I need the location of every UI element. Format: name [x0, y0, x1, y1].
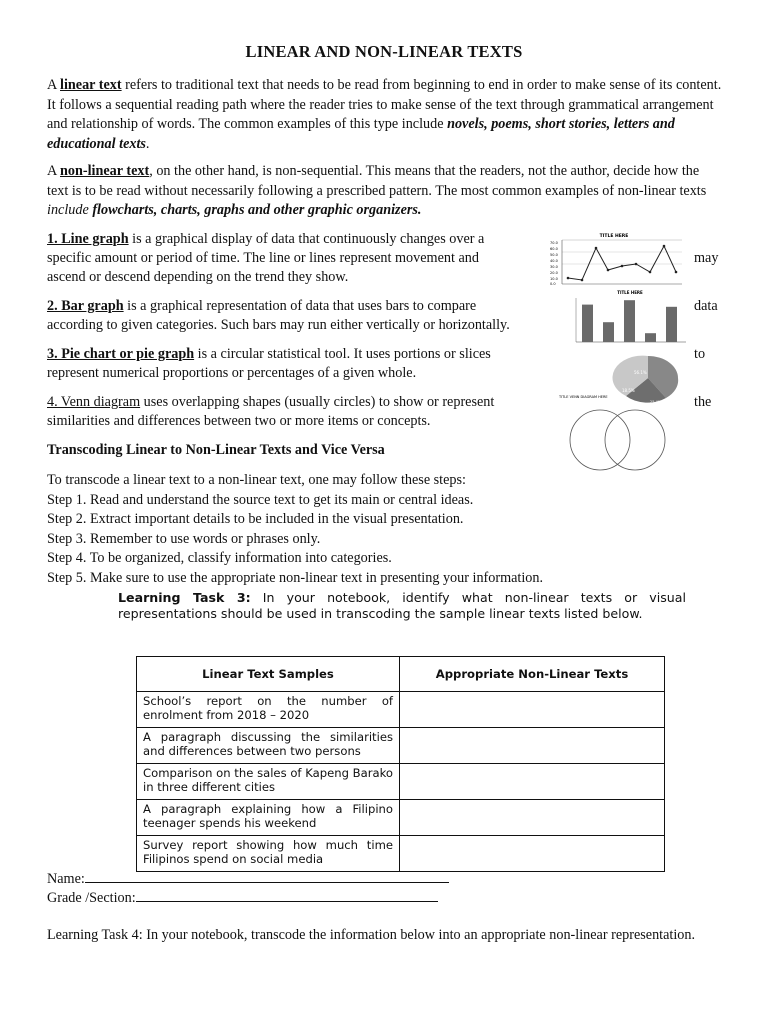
thumb-line-point: [621, 265, 624, 268]
name-label: Name:: [47, 871, 85, 887]
thumb-line-tick: 40.0: [550, 259, 558, 263]
linear-text-paragraph: [47, 76, 723, 154]
grade-label: Grade /Section:: [47, 890, 136, 906]
thumb-bar: [645, 333, 656, 342]
p1-body: refers to traditional text that needs to be read from beginning to end in order to make sense of its content. It follows a sequential reading path where the reader tries to make sense of the text through grammatical arrangement and relationship of words. The common examples of this type include: [47, 77, 722, 132]
thumb-line-tick: 0.0: [550, 282, 556, 286]
thumb-line-point: [649, 271, 652, 274]
step-item: Step 4. To be organized, classify information into categories.: [47, 550, 392, 567]
answer-cell[interactable]: [400, 800, 665, 836]
grade-section-line: [47, 887, 438, 907]
bar-graph-line1: is a graphical representation of data that uses bars to compare: [123, 298, 477, 314]
table-header-row: [137, 657, 665, 692]
thumb-bar: [603, 322, 614, 342]
step-item: Step 3. Remember to use words or phrases only.: [47, 530, 321, 547]
thumb-bar: [666, 307, 677, 342]
step-item: Step 5. Make sure to use the appropriate non-linear text in presenting your information.: [47, 569, 544, 586]
line-graph-line3: ascend or descend depending on the trend they show.: [47, 269, 349, 285]
p1-end: .: [145, 135, 150, 152]
name-line: [47, 868, 449, 888]
thumb-line-point: [567, 277, 570, 280]
venn-diagram-item: [47, 393, 494, 413]
non-linear-text-term: non-linear text: [60, 163, 150, 179]
pie-chart-side-word: to: [694, 346, 706, 362]
learning-task-3: [118, 590, 686, 621]
bar-graph-line2: according to given categories. Such bars may run either vertically or horizontally.: [47, 317, 510, 333]
p1-lead: A: [47, 77, 61, 93]
sample-cell: A paragraph discussing the similarities and differences between two persons: [137, 728, 400, 764]
page-title: LINEAR AND NON-LINEAR TEXTS: [245, 42, 523, 61]
bar-graph-term: 2. Bar graph: [47, 298, 124, 314]
section-heading: Transcoding Linear to Non-Linear Texts and Vice Versa: [47, 442, 385, 458]
thumb-bar-bars: [582, 300, 677, 342]
bar-graph-thumbnail: [568, 288, 690, 346]
pie-label: 18.5%: [622, 388, 635, 393]
venn-diagram-line2: similarities and differences between two or more items or concepts.: [47, 413, 431, 429]
bar-graph-side-word: data: [694, 298, 718, 314]
sample-cell: School’s report on the number of enrolment from 2018 – 2020: [137, 692, 400, 728]
table-row: [137, 836, 665, 872]
thumb-line-point: [607, 269, 610, 272]
thumb-line-tick: 30.0: [550, 265, 558, 269]
thumb-line-point: [663, 245, 666, 248]
steps-list: [47, 471, 543, 589]
bar-graph-item: [47, 297, 476, 317]
thumb-line-series: [568, 246, 676, 280]
thumb-line-tick: 10.0: [550, 277, 558, 281]
answer-cell[interactable]: [400, 764, 665, 800]
linear-text-term: linear text: [60, 77, 122, 93]
answer-cell[interactable]: [400, 836, 665, 872]
answer-cell[interactable]: [400, 728, 665, 764]
thumb-line-tick: 50.0: [550, 253, 558, 257]
thumb-line-tick: 60.0: [550, 247, 558, 251]
sample-cell: Comparison on the sales of Kapeng Barako in three different cities: [137, 764, 400, 800]
sample-cell: Survey report showing how much time Filipinos spend on social media: [137, 836, 400, 872]
name-blank[interactable]: [85, 868, 449, 883]
table-row: [137, 764, 665, 800]
venn-diagram-term: 4. Venn diagram: [47, 394, 141, 410]
venn-side-word: the: [694, 394, 712, 410]
thumb-line-point: [635, 263, 638, 266]
venn-circle-left: [570, 410, 630, 470]
table-row: [137, 728, 665, 764]
step-item: Step 2. Extract important details to be included in the visual presentation.: [47, 511, 464, 528]
pie-chart-line2: represent numerical proportions or percentages of a given whole.: [47, 365, 417, 381]
table-row: [137, 800, 665, 836]
thumb-line-title: TITLE HERE: [599, 234, 629, 239]
venn-diagram-thumbnail: [555, 392, 680, 472]
pie-chart-term: 3. Pie chart or pie graph: [47, 346, 195, 362]
grade-section-blank[interactable]: [136, 887, 438, 902]
pie-label: 56.1%: [634, 370, 647, 375]
line-graph-thumbnail: [542, 228, 687, 288]
p2-include: include: [47, 202, 89, 218]
p1-examples: novels, poems, short stories, letters and educational texts: [47, 116, 675, 152]
header-linear: Linear Text Samples: [137, 657, 400, 692]
samples-table: [136, 656, 665, 872]
thumb-bar-title: TITLE HERE: [617, 290, 643, 295]
thumb-line-ticks: [550, 241, 558, 286]
pie-label: 25.4%: [650, 400, 662, 404]
line-graph-line2: specific amount or period of time. The line or lines represent movement and: [47, 250, 479, 266]
line-graph-side-word: may: [694, 250, 719, 266]
thumb-bar: [582, 305, 593, 342]
thumb-line-point: [595, 247, 598, 250]
answer-cell[interactable]: [400, 692, 665, 728]
thumb-line-point: [675, 271, 678, 274]
line-graph-line1: is a graphical display of data that continuously changes over a: [128, 231, 485, 247]
thumb-line-tick: 20.0: [550, 271, 558, 275]
venn-circle-right: [605, 410, 665, 470]
sample-cell: A paragraph explaining how a Filipino teenager spends his weekend: [137, 800, 400, 836]
pie-chart-item: [47, 345, 491, 365]
p2-examples: flowcharts, charts, graphs and other graphic organizers.: [88, 202, 422, 218]
thumb-venn-title: TITLE VENN DIAGRAM HERE: [559, 395, 608, 399]
venn-diagram-line1: uses overlapping shapes (usually circles) to show or represent: [140, 394, 495, 410]
learning-task-4: Learning Task 4: In your notebook, transcode the information below into an appropriate non-linear representation.: [47, 927, 696, 943]
table-row: [137, 692, 665, 728]
p2-lead: A: [47, 163, 61, 179]
task3-label: Learning Task 3:: [118, 590, 251, 605]
step-item: Step 1. Read and understand the source text to get its main or central ideas.: [47, 491, 474, 508]
pie-chart-line1: is a circular statistical tool. It uses portions or slices: [194, 346, 491, 362]
line-graph-term: 1. Line graph: [47, 231, 129, 247]
line-graph-item: [47, 230, 484, 250]
task3-text: In your notebook, identify what non-linear texts or visual representations should be used in transcoding the sample linear texts listed below.: [118, 590, 686, 621]
thumb-line-point: [581, 279, 584, 282]
non-linear-text-paragraph: [47, 162, 723, 221]
thumb-line-tick: 70.0: [550, 241, 558, 245]
p2-body: , on the other hand, is non-sequential. This means that the readers, not the author, decide how the text is to be read without necessarily following a prescribed pattern. The most common examples of non-linear texts: [47, 163, 707, 199]
header-non-linear: Appropriate Non-Linear Texts: [400, 657, 665, 692]
thumb-bar: [624, 300, 635, 342]
steps-intro: To transcode a linear text to a non-linear text, one may follow these steps:: [47, 472, 466, 488]
